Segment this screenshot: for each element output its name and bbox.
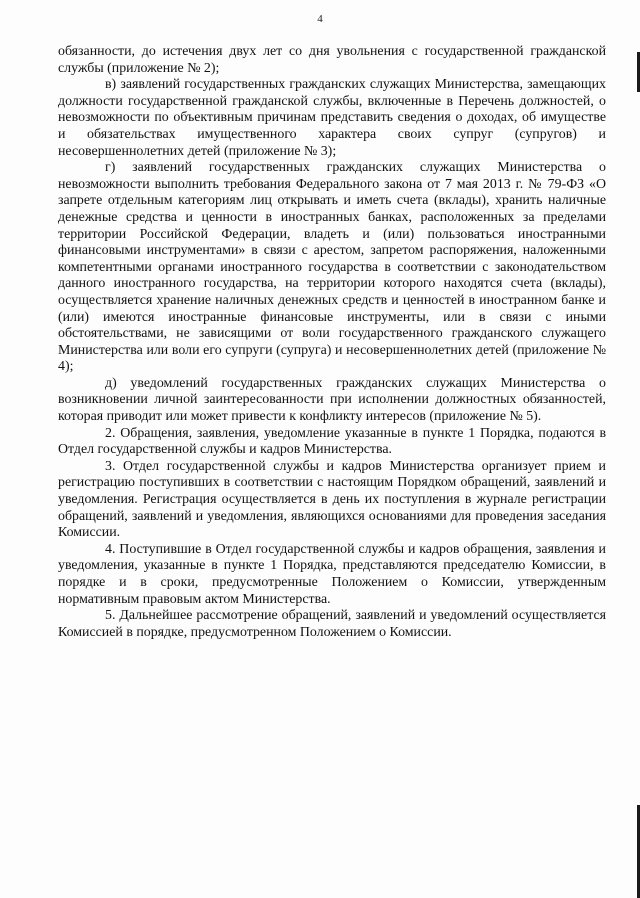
paragraph-item-v: в) заявлений государственных гражданских служащих Министерства, замещающих должности государственной гражданской службы, включенные в Перечень должностей, о невозможности по объективным причинам представить сведения о доходах, об имуществе и обязательствах имущественного характера своих супруг (супругов) и несовершеннолетних детей (приложение № 3); [58,77,606,159]
document-body [58,44,606,641]
paragraph-item-d: д) уведомлений государственных гражданских служащих Министерства о возникновении личной заинтересованности при исполнении должностных обязанностей, которая приводит или может привести к конфликту интересов (приложение № 5). [58,375,606,425]
page-number: 4 [317,13,323,25]
paragraph-item-g: г) заявлений государственных гражданских служащих Министерства о невозможности выполнить требования Федерального закона от 7 мая 2013 г. № 79-ФЗ «О запрете отдельным категориям лиц открывать и иметь счета (вклады), хранить наличные денежные средства и ценности в иностранных банках, расположенных за пределами территории Российской Федерации, владеть и (или) пользоваться иностранными финансовыми инструментами» в связи с арестом, запретом распоряжения, наложенными компетентными органами иностранного государства в соответствии с законодательством данного иностранного государства, на территории которого находятся счета (вклады), осуществляется хранение наличных денежных средств и ценностей в иностранном банке и (или) имеются иностранные финансовые инструменты, или в связи с иными обстоятельствами, не зависящими от воли государственного гражданского служащего Министерства или воли его супруги (супруга) и несовершеннолетних детей (приложение № 4); [58,160,606,375]
paragraph-4: 4. Поступившие в Отдел государственной службы и кадров обращения, заявления и уведомления, указанные в пункте 1 Порядка, представляются председателю Комиссии, в порядке и в сроки, предусмотренные Положением о Комиссии, утвержденным нормативным правовым актом Министерства. [58,541,606,607]
paragraph-2: 2. Обращения, заявления, уведомление указанные в пункте 1 Порядка, подаются в Отдел государственной службы и кадров Министерства. [58,425,606,458]
paragraph-5: 5. Дальнейшее рассмотрение обращений, заявлений и уведомлений осуществляется Комиссией в порядке, предусмотренном Положением о Комиссии. [58,608,606,640]
paragraph-3: 3. Отдел государственной службы и кадров Министерства организует прием и регистрацию поступивших в соответствии с настоящим Порядком обращений, заявлений и уведомления. Регистрация осуществляется в день их поступления в журнале регистрации обращений, заявлений и уведомления, являющихся основаниями для проведения заседания Комиссии. [58,458,606,541]
paragraph-continuation: обязанности, до истечения двух лет со дня увольнения с государственной гражданской службы (приложение № 2); [58,44,606,76]
